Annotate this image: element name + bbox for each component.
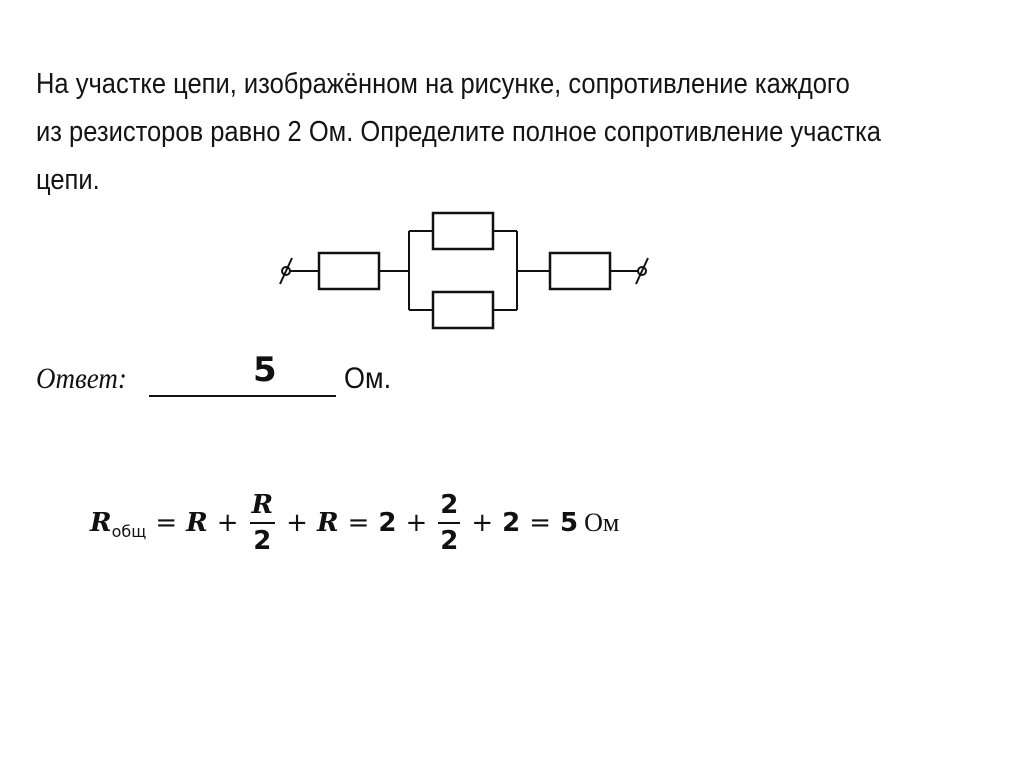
answer-blank-line [149,395,336,397]
formula-eq-2: = [347,508,370,538]
problem-text [36,60,882,204]
problem-line-1: На участке цепи, изображённом на рисунке, сопротивление каждого [36,68,850,100]
solution-formula [90,478,619,568]
circuit-diagram [270,200,670,340]
answer-value: 5 [253,350,277,390]
formula-plus-2: + [286,508,308,538]
fraction-2-denominator: 2 [440,526,459,556]
formula-lhs-subscript: общ [111,521,147,541]
resistor-left [319,253,379,289]
problem-line-2: из резисторов равно 2 Ом. Определите полное сопротивление участка [36,116,882,148]
formula-r-1: R [186,508,208,538]
answer-label: Ответ: [36,362,127,395]
formula-lhs-symbol: R [90,508,112,538]
fraction-1-numerator: R [251,490,274,520]
formula-r-2: R [316,508,339,538]
formula-number-2a: 2 [378,508,397,538]
fraction-2-numerator: 2 [440,490,459,520]
resistor-top [433,213,493,249]
formula-fraction-1 [250,488,276,558]
answer-unit: Ом. [344,362,392,395]
formula-plus-3: + [405,508,428,538]
formula-eq-3: = [529,508,552,538]
formula-result: 5 [560,508,579,538]
resistor-bottom [433,292,493,328]
fraction-1-denominator: 2 [253,526,272,556]
formula-fraction-2 [438,488,460,558]
formula-unit: Ом [584,508,620,537]
formula-number-2b: 2 [502,508,521,538]
formula-plus-1: + [216,508,239,538]
formula-eq-1: = [155,508,178,538]
resistor-right [550,253,610,289]
problem-line-3: цепи. [36,164,100,196]
formula-plus-4: + [471,508,494,538]
